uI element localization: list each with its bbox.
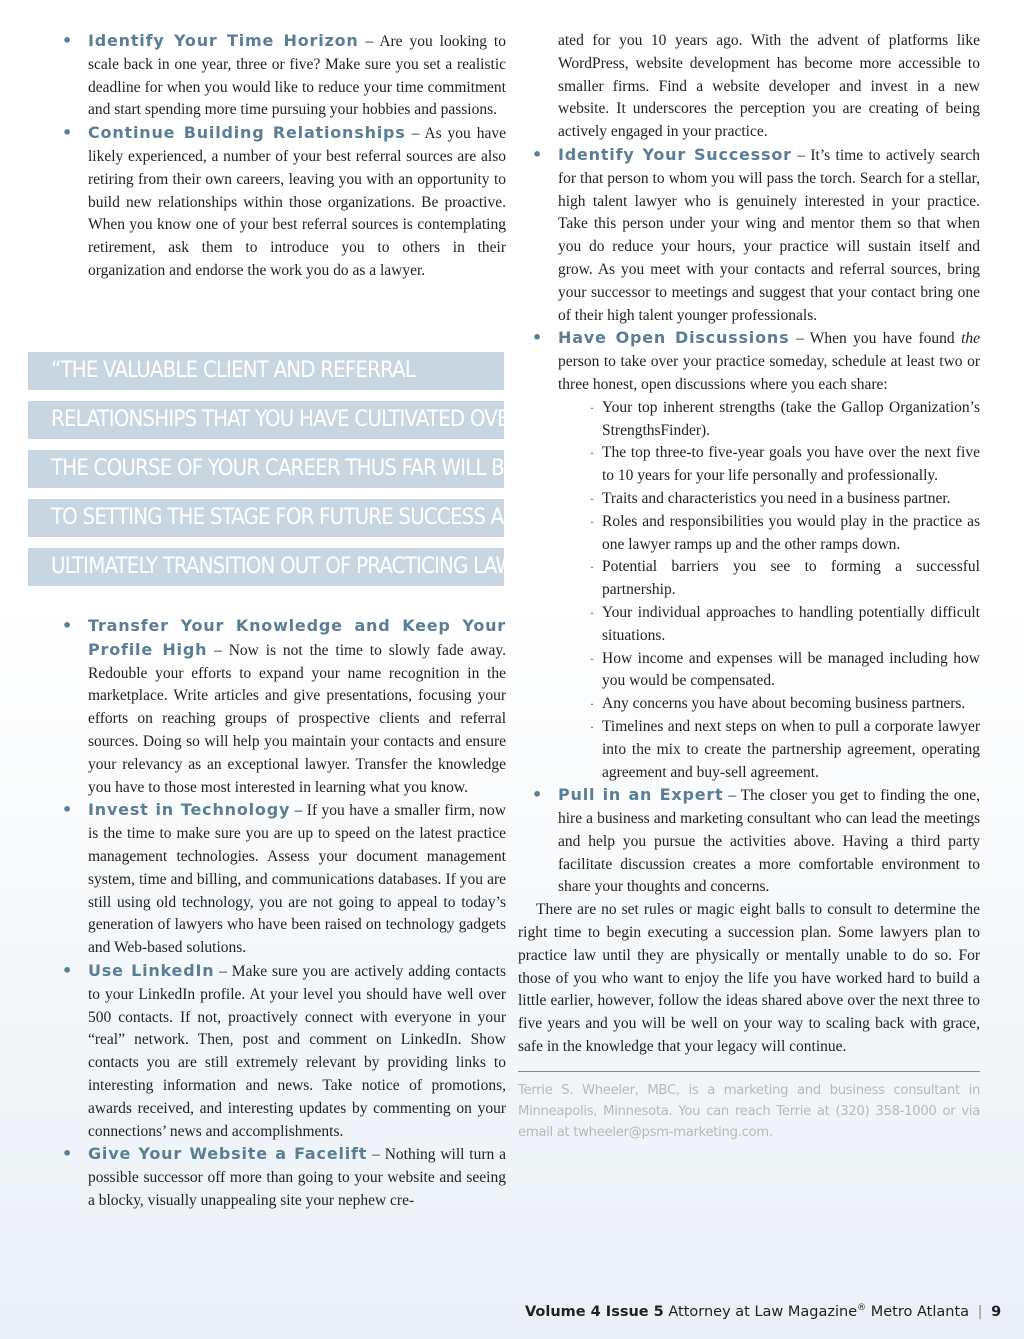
list-item-text: How income and expenses will be managed including how you would be compensated.: [602, 649, 980, 690]
bullet-icon: •: [532, 328, 543, 348]
bullet-time-horizon: [60, 30, 506, 122]
footer-region: Metro Atlanta: [870, 1303, 970, 1320]
bullet-heading: Continue Building Relationships: [88, 123, 406, 143]
sub-bullet-icon: ·: [590, 560, 594, 575]
bullet-icon: •: [62, 1144, 73, 1164]
pull-quote: [28, 352, 560, 597]
bullet-heading: Pull in an Expert: [558, 785, 724, 805]
sub-bullet-icon: ·: [590, 651, 594, 666]
sub-bullet-icon: ·: [590, 491, 594, 506]
list-item: [534, 648, 980, 694]
bullet-open-discussions: [518, 327, 980, 396]
list-item: [534, 602, 980, 648]
bullet-text: – The closer you get to finding the one, hire a business and marketing consultant who can lead the meetings and help you pursue the activities above. Having a third party facilitate discussion creates a more comfortable environment to share your thoughts and concerns.: [558, 787, 980, 896]
bullet-heading: Transfer Your Knowledge and Keep Your Profile High: [88, 616, 506, 659]
bullet-icon: •: [532, 144, 543, 164]
bullet-heading: Invest in Technology: [88, 800, 291, 820]
footer-issue: Volume 4 Issue 5: [525, 1303, 664, 1320]
bullet-heading: Use LinkedIn: [88, 960, 215, 980]
sub-bullet-icon: ·: [590, 446, 594, 461]
discussion-topics-list: [534, 397, 980, 785]
continued-paragraph: ated for you 10 years ago. With the advent of platforms like WordPress, website development has become more accessible to smaller firms. Find a website developer and invest in a new website. It underscores the perception you are creating of being actively engaged in your practice.: [558, 32, 980, 141]
right-column: [518, 30, 980, 1143]
bullet-identify-successor: [518, 144, 980, 327]
bullet-icon: •: [532, 785, 543, 805]
footer-magazine: Attorney at Law Magazine: [668, 1303, 858, 1320]
bullet-text: – When you have found: [789, 330, 962, 348]
list-item-text: Timelines and next steps on when to pull a corporate lawyer into the mix to create the partnership agreement, operating agreement and buy-sell agreement.: [602, 717, 980, 781]
bullet-transfer-knowledge: [60, 615, 506, 799]
list-item-text: Any concerns you have about becoming business partners.: [602, 695, 966, 713]
bullet-text: – It’s time to actively search for that person to whom you will pass the torch. Search for a stellar, high talent lawyer who is genuinely interested in your practice. Take this person under your wing and mentor them so that when you do reduce your hours, your practice will sustain itself and grow. As you meet with your contacts and referral sources, bring your successor to meetings and suggest that your contact bring one of their high talent younger professionals.: [558, 146, 980, 324]
footer-separator: |: [977, 1303, 983, 1320]
bullet-icon: •: [62, 960, 73, 980]
bullet-text: person to take over your practice someday, schedule at least two or three honest, open discussions where you each share:: [558, 353, 980, 393]
bullet-text: – Nothing will turn a possible successor off more than going to your website and seeing a blocky, visually unappealing site your nephew cre-: [88, 1146, 506, 1209]
list-item: [534, 556, 980, 602]
bullet-heading: Identify Your Successor: [558, 144, 792, 164]
bullet-text: – Make sure you are actively adding contacts to your LinkedIn profile. At your level you should have well over 500 contacts. If not, proactively connect with everyone in your “real” network. Then, post and comment on LinkedIn. Show contacts you are still extremely relevant by providing links to interesting information and news. Take notice of promotions, awards received, and interesting updates by commenting on your connections’ news and accomplishments.: [88, 962, 506, 1140]
bullet-icon: •: [62, 800, 73, 820]
bullet-text: – Now is not the time to slowly fade away. Redouble your efforts to expand your name recognition in the marketplace. Write articles and give presentations, focusing your efforts on reaching groups of prospective clients and referral sources. Doing so will help you maintain your contacts and ensure your relevancy as an exceptional lawyer. Transfer the knowledge you have to those most interested in learning what you know.: [88, 641, 506, 796]
pull-quote-line: ULTIMATELY TRANSITION OUT OF PRACTICING LAW.”: [28, 548, 504, 586]
sub-bullet-icon: ·: [590, 697, 594, 712]
left-column: [60, 30, 506, 283]
bio-divider: [518, 1071, 980, 1072]
sub-bullet-icon: ·: [590, 719, 594, 734]
list-item: [534, 442, 980, 488]
list-item-text: Potential barriers you see to forming a successful partnership.: [602, 558, 980, 599]
closing-paragraph: There are no set rules or magic eight balls to consult to determine the right time to begin executing a succession plan. Some lawyers plan to practice law until they are physically or mentally unable to do so. For those of you who want to enjoy the life you have worked hard to build a little earlier, however, follow the ideas shared above over the next three to five years and you will be well on your way to scaling back with grace, safe in the knowledge that your legacy will continue.: [518, 901, 980, 1056]
bullet-use-linkedin: [60, 960, 506, 1143]
pull-quote-line: RELATIONSHIPS THAT YOU HAVE CULTIVATED OVER: [28, 401, 504, 439]
bullet-pull-in-expert: [518, 784, 980, 899]
sub-bullet-icon: ·: [590, 605, 594, 620]
bullet-heading: Have Open Discussions: [558, 328, 790, 348]
sub-bullet-icon: ·: [590, 400, 594, 415]
list-item: [534, 511, 980, 557]
bullet-icon: •: [62, 616, 73, 635]
bullet-icon: •: [62, 123, 73, 143]
sub-bullet-icon: ·: [590, 514, 594, 529]
list-item-text: Traits and characteristics you need in a business partner.: [602, 489, 951, 507]
list-item-text: Your top inherent strengths (take the Gallop Organization’s StrengthsFinder).: [602, 398, 980, 439]
bullet-text-italic: the: [961, 330, 981, 348]
page-number: 9: [991, 1303, 1002, 1320]
bullet-text: – As you have likely experienced, a number of your best referral sources are also retiring from their own careers, leaving you with an opportunity to build new relationships within those organizations. Be proactive. When you know one of your best referral sources is contemplating retirement, ask them to introduce you to others in their organization and endorse the work you do as a lawyer.: [88, 125, 506, 279]
pull-quote-line: TO SETTING THE STAGE FOR FUTURE SUCCESS AS YOU: [28, 499, 504, 537]
list-item: [534, 397, 980, 443]
list-item-text: Your individual approaches to handling potentially difficult situations.: [602, 603, 980, 644]
list-item: [534, 716, 980, 784]
list-item: [534, 488, 980, 511]
left-column-lower: [60, 615, 506, 1213]
list-item-text: Roles and responsibilities you would play in the practice as one lawyer ramps up and the other ramps down.: [602, 512, 980, 553]
bullet-heading: Identify Your Time Horizon: [88, 31, 359, 50]
pull-quote-line: THE COURSE OF YOUR CAREER THUS FAR WILL BE KEY: [28, 450, 504, 488]
bullet-website-facelift: [60, 1143, 506, 1212]
bullet-text: – Are you looking to scale back in one year, three or five? Make sure you set a realistic deadline for when you would like to reduce your time commitment and start spending more time pursuing your hobbies and passions.: [88, 33, 506, 119]
bullet-invest-technology: [60, 799, 506, 960]
pull-quote-line: “THE VALUABLE CLIENT AND REFERRAL: [28, 352, 504, 390]
bullet-building-relationships: [60, 122, 506, 283]
list-item: [534, 693, 980, 716]
bullet-heading: Give Your Website a Facelift: [88, 1144, 368, 1164]
footer-registered-mark: ®: [857, 1303, 867, 1313]
page-footer: [525, 1303, 1002, 1320]
bullet-icon: •: [62, 31, 73, 50]
bullet-text: – If you have a smaller firm, now is the time to make sure you are up to speed on the latest practice management technologies. Assess your document management system, time and billing, and communications databases. If you are still using old technology, you are not going to appeal to today’s generation of lawyers who have been raised on technology gadgets and Web-based solutions.: [88, 802, 506, 957]
author-bio: Terrie S. Wheeler, MBC, is a marketing and business consultant in Minneapolis, Minnesota. You can reach Terrie at (320) 358-1000 or via email at twheeler@psm-marketing.com.: [518, 1082, 980, 1140]
list-item-text: The top three-to five-year goals you have over the next five to 10 years for your life personally and professionally.: [602, 444, 980, 485]
